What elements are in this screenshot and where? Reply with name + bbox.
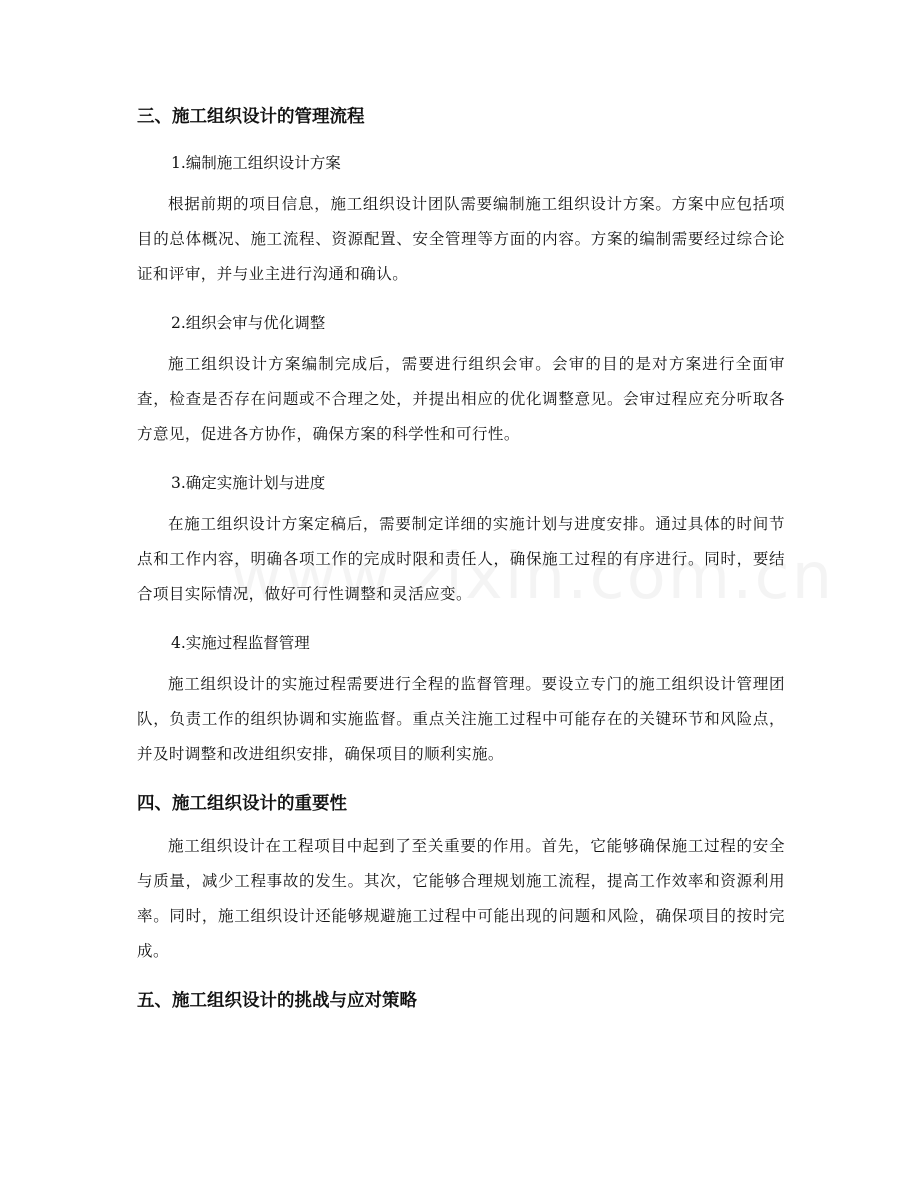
- subsection-title-3: 3.确定实施计划与进度: [171, 474, 326, 492]
- section-heading-3: 三、施工组织设计的管理流程: [137, 107, 365, 127]
- subsection-title-2: 2.组织会审与优化调整: [171, 314, 326, 332]
- section-heading-5: 五、施工组织设计的挑战与应对策略: [137, 991, 417, 1011]
- paragraph-1: 根据前期的项目信息，施工组织设计团队需要编制施工组织设计方案。方案中应包括项目的总体概况、施工流程、资源配置、安全管理等方面的内容。方案的编制需要经过综合论证和评审，并与业主进行沟通和确认。: [137, 195, 785, 283]
- paragraph-2: 施工组织设计方案编制完成后，需要进行组织会审。会审的目的是对方案进行全面审查，检查是否存在问题或不合理之处，并提出相应的优化调整意见。会审过程应充分听取各方意见，促进各方协作，确保方案的科学性和可行性。: [137, 355, 785, 443]
- paragraph-3: 在施工组织设计方案定稿后，需要制定详细的实施计划与进度安排。通过具体的时间节点和工作内容，明确各项工作的完成时限和责任人，确保施工过程的有序进行。同时，要结合项目实际情况，做好可行性调整和灵活应变。: [137, 515, 785, 603]
- section-heading-4: 四、施工组织设计的重要性: [137, 794, 347, 814]
- subsection-title-4: 4.实施过程监督管理: [171, 634, 310, 652]
- subsection-title-1: 1.编制施工组织设计方案: [171, 154, 341, 172]
- paragraph-5: 施工组织设计在工程项目中起到了至关重要的作用。首先，它能够确保施工过程的安全与质量，减少工程事故的发生。其次，它能够合理规划施工流程，提高工作效率和资源利用率。同时，施工组织设计还能够规避施工过程中可能出现的问题和风险，确保项目的按时完成。: [137, 837, 785, 960]
- document-content: [137, 104, 785, 1014]
- paragraph-4: 施工组织设计的实施过程需要进行全程的监督管理。要设立专门的施工组织设计管理团队，负责工作的组织协调和实施监督。重点关注施工过程中可能存在的关键环节和风险点，并及时调整和改进组织安排，确保项目的顺利实施。: [137, 675, 785, 763]
